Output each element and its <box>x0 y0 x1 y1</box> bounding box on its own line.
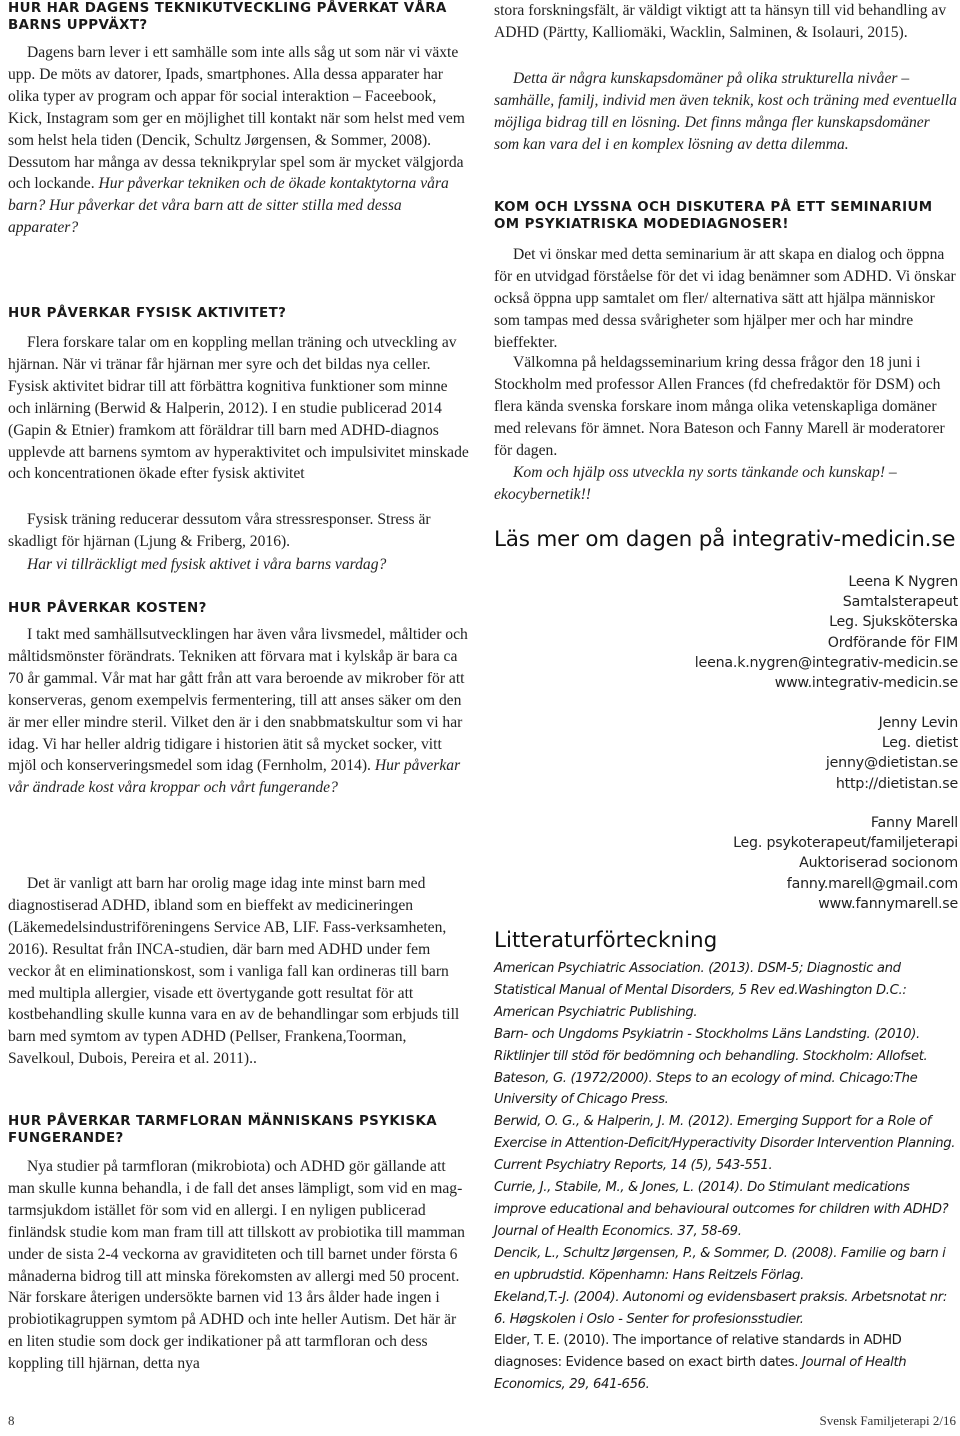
reference-item: Berwid, O. G., & Halperin, J. M. (2012). Emerging Support for a Role of Exercise in Attention-Deficit/Hyperactivity Disorder Intervention Planning. Current Psychiatry Reports, 14 (5), 543-551. <box>494 1114 956 1174</box>
reference-item: Currie, J., Stabile, M., & Jones, L. (2014). Do Stimulant medications improve educational and behavioural outcomes for children with ADHD? Journal of Health Economics. 37, 58-69. <box>494 1180 949 1239</box>
journal-name: Svensk Familjeterapi 2/16 <box>819 1413 956 1428</box>
contact-title: Leg. Sjuksköterska <box>829 614 958 631</box>
contact-website[interactable]: http://dietistan.se <box>835 775 958 792</box>
knowledge-domains-text-2: Det finns många fler kunskapsdomäner som kan vara del i en komplex lösning av detta dilemma. <box>494 113 930 153</box>
question-physical-activity: Har vi tillräckligt med fysisk aktivet i våra barns vardag? <box>27 556 387 573</box>
paragraph-technology-text: Dagens barn lever i ett samhälle som inte alls såg ut som när vi växte upp. De möts av datorer, Ipads, smartphones. Alla dessa apparater har olika typer av program och appar för social interaktion – Faceebook, Kick, Instagram som ger en möjlighet till kontakt när som helst med vem som helst hela tiden (Dencik, Schultz Jørgensen, & Sommer, 2008). Dessutom har många av dessa teknikprylar spel som är mycket välgjorda och lockande. <box>8 44 465 193</box>
paragraph-diet-text: I takt med samhällsutvecklingen har även våra livsmedel, måltider och måltidsmönster förändrats. Tekniken att förvara mat i kylskåp är bara ca 70 år gammal. Vår mat har gått från att vara beroende av mikrober för att konserveras, genom exempelvis fermentering, till att anses säker om den är mer eller mindre steril. Vilket den är i den snabbmatskultur som vi har idag. Vi har heller aldrig tidigare i historien ätit så mycket socker, vitt mjöl och konserveringsmedel som idag (Fernholm, 2014). <box>8 626 468 775</box>
reference-item: Dencik, L., Schultz Jørgensen, P., & Sommer, D. (2008). Familie og barn i en upbrudstid. Köpenhamn: Hans Reitzels Förlag. <box>494 1245 946 1283</box>
reference-list <box>494 958 958 1396</box>
contact-name: Fanny Marell <box>870 815 958 831</box>
reference-item: Ekeland,T.-J. (2004). Autonomi og evidensbasert praksis. Arbetsnotat nr: 6. Høgskolen i Oslo - Senter for profesionsstudier. <box>494 1289 947 1327</box>
heading-physical-activity: HUR PÅVERKAR FYSISK AKTIVITET? <box>8 306 287 321</box>
heading-seminar: KOM OCH LYSSNA OCH DISKUTERA PÅ ETT SEMINARIUM OM PSYKIATRISKA MODEDIAGNOSER! <box>494 200 933 232</box>
reference-item: Bateson, G. (1972/2000). Steps to an ecology of mind. Chicago:The University of Chicago Press. <box>494 1070 918 1108</box>
contact-fanny <box>494 813 958 914</box>
paragraph-stress: Fysisk träning reducerar dessutom våra stressresponser. Stress är skadligt för hjärnan (Ljung & Friberg, 2016). <box>8 511 431 550</box>
contact-email[interactable]: leena.k.nygren@integrativ-medicin.se <box>694 654 958 671</box>
reference-elder-journal: Journal of Health Economics, 29, 641-656. <box>494 1355 907 1393</box>
reference-item <box>494 1330 958 1396</box>
paragraph-seminar-invite: Kom och hjälp oss utveckla ny sorts tänkande och kunskap! – ekocybernetik!! <box>494 464 897 503</box>
heading-technology: HUR HAR DAGENS TEKNIKUTVECKLING PÅVERKAT VÅRA BARNS UPPVÄXT? <box>8 1 447 33</box>
contact-title: Leg. psykoterapeut/familjeterapi <box>733 835 958 852</box>
literature-heading: Litteraturförteckning <box>494 928 718 953</box>
contact-name: Leena K Nygren <box>848 574 958 590</box>
paragraph-knowledge-domains <box>494 68 958 156</box>
contact-name: Jenny Levin <box>878 715 958 731</box>
contact-title: Ordförande för FIM <box>827 634 958 651</box>
reference-item: Barn- och Ungdoms Psykiatrin - Stockholms Läns Landsting. (2010). Riktlinjer till stöd för bedömning och behandling. Stockholm: Allofset. <box>494 1026 928 1064</box>
contact-email[interactable]: jenny@dietistan.se <box>825 755 958 772</box>
reference-item: American Psychiatric Association. (2013). DSM-5; Diagnostic and Statistical Manual of Mental Disorders, 5 Rev ed.Washington D.C.: American Psychiatric Publishing. <box>494 961 907 1020</box>
paragraph-seminar-welcome: Välkomna på heldagsseminarium kring dessa frågor den 18 juni i Stockholm med professor Allen Frances (fd chefredaktör för DSM) och flera kända svenska forskare inom många olika vetenskapliga domäner med relevans för ämnet. Nora Bateson och Fanny Marell är moderatorer för dagen. <box>494 354 945 459</box>
heading-diet: HUR PÅVERKAR KOSTEN? <box>8 601 207 616</box>
paragraph-diet <box>8 624 470 799</box>
contact-website[interactable]: www.fannymarell.se <box>818 895 958 912</box>
page-number: 8 <box>8 1413 15 1428</box>
heading-gut-flora: HUR PÅVERKAR TARMFLORAN MÄNNISKANS PSYKISKA FUNGERANDE? <box>8 1114 438 1146</box>
read-more-heading[interactable]: Läs mer om dagen på integrativ-medicin.se <box>494 527 956 552</box>
paragraph-physical-activity: Flera forskare talar om en koppling mellan träning och utveckling av hjärnan. När vi tränar får hjärnan mer syre och det bildas nya celler. Fysisk aktivitet bidrar till att förbättra kognitiva funktioner som minne och inlärning (Berwid & Halperin, 2012). I en studie publicerad 2014 (Gapin & Etnier) framkom att föräldrar till barn med ADHD-diagnos upplevde att barnens symtom av hyperaktivitet och impulsivitet minskade och koncentrationen ökade efter fysisk aktivitet <box>8 334 469 483</box>
paragraph-seminar-goal: Det vi önskar med detta seminarium är att skapa en dialog och öppna för en utvidgad förståelse för det vi idag benämner som ADHD. Vi önskar också öppna upp samtalet om fler/ alternativa sätt att hjälpa människor som tampas med dessa svårigheter som hjälper mer och har mindre bieffekter. <box>494 246 956 351</box>
contact-title: Samtalsterapeut <box>842 594 958 611</box>
question-technology: Hur påverkar tekniken och de ökade kontaktytorna våra barn? Hur påverkar det våra barn att de sitter stilla med dessa apparater? <box>8 175 449 237</box>
contact-title: Auktoriserad socionom <box>799 855 958 872</box>
paragraph-adhd-diet: Det är vanligt att barn har orolig mage idag inte minst barn med diagnostiserad ADHD, ibland som en bieffekt av medicineringen (Läkemedelsindustriföreningens Service AB, LIF. Fass-verksamheten, 2016). Resultat från INCA-studien, där barn med ADHD under fem veckor åt en eliminationskost, som i vanliga fall kan ordineras till barn med multipla allergier, visade ett övertygande gott resultat för att kostbehandling skulle kunna vara en av de behandlingar som erbjuds till barn med symtom av typen ADHD (Pellser, Frankena,Toorman, Savelkoul, Dubois, Pereira et al. 2011).. <box>8 875 460 1068</box>
paragraph-technology <box>8 42 470 239</box>
paragraph-gut-flora: Nya studier på tarmfloran (mikrobiota) och ADHD gör gällande att man skulle kunna behandla, i de fall det anses lämpligt, som vid en mag-tarmsjukdom istället för som vid en allergi. I en nyligen publicerad finländsk studie kom man fram till att tillskott av probiotika till mamman under de sista 2-4 veckorna av graviditeten och till barnet under första 6 månaderna bidrog till att minska förekomsten av allergi med 50 procent. När forskare återigen undersökte barnen vid 13 års ålder hade ingen i probiotikagruppen symtom på ADHD och inte heller Autism. Det här är en liten studie som dock ger indikationer på att tarmfloran och dess koppling till hjärnan, detta nya <box>8 1158 465 1373</box>
contact-jenny <box>494 713 958 794</box>
contact-website[interactable]: www.integrativ-medicin.se <box>774 675 958 692</box>
question-diet: Hur påverkar vår ändrade kost våra kroppar och vårt fungerande? <box>8 757 461 797</box>
contact-email[interactable]: fanny.marell@gmail.com <box>786 875 958 892</box>
reference-elder-title: Elder, T. E. (2010). The importance of relative standards in ADHD diagnoses: Evidence based on exact birth dates. <box>494 1333 902 1371</box>
contact-leena <box>494 572 958 693</box>
contact-title: Leg. dietist <box>881 735 958 752</box>
paragraph-continuation: stora forskningsfält, är väldigt viktigt att ta hänsyn till vid behandling av ADHD (Pärtty, Kalliomäki, Wacklin, Salminen, & Isolauri, 2015). <box>494 2 947 41</box>
knowledge-domains-text: Detta är några kunskapsdomäner på olika strukturella nivåer – samhälle, familj, individ men även teknik, kost och träning med eventuella möjliga bidrag till en lösning. <box>494 70 957 131</box>
